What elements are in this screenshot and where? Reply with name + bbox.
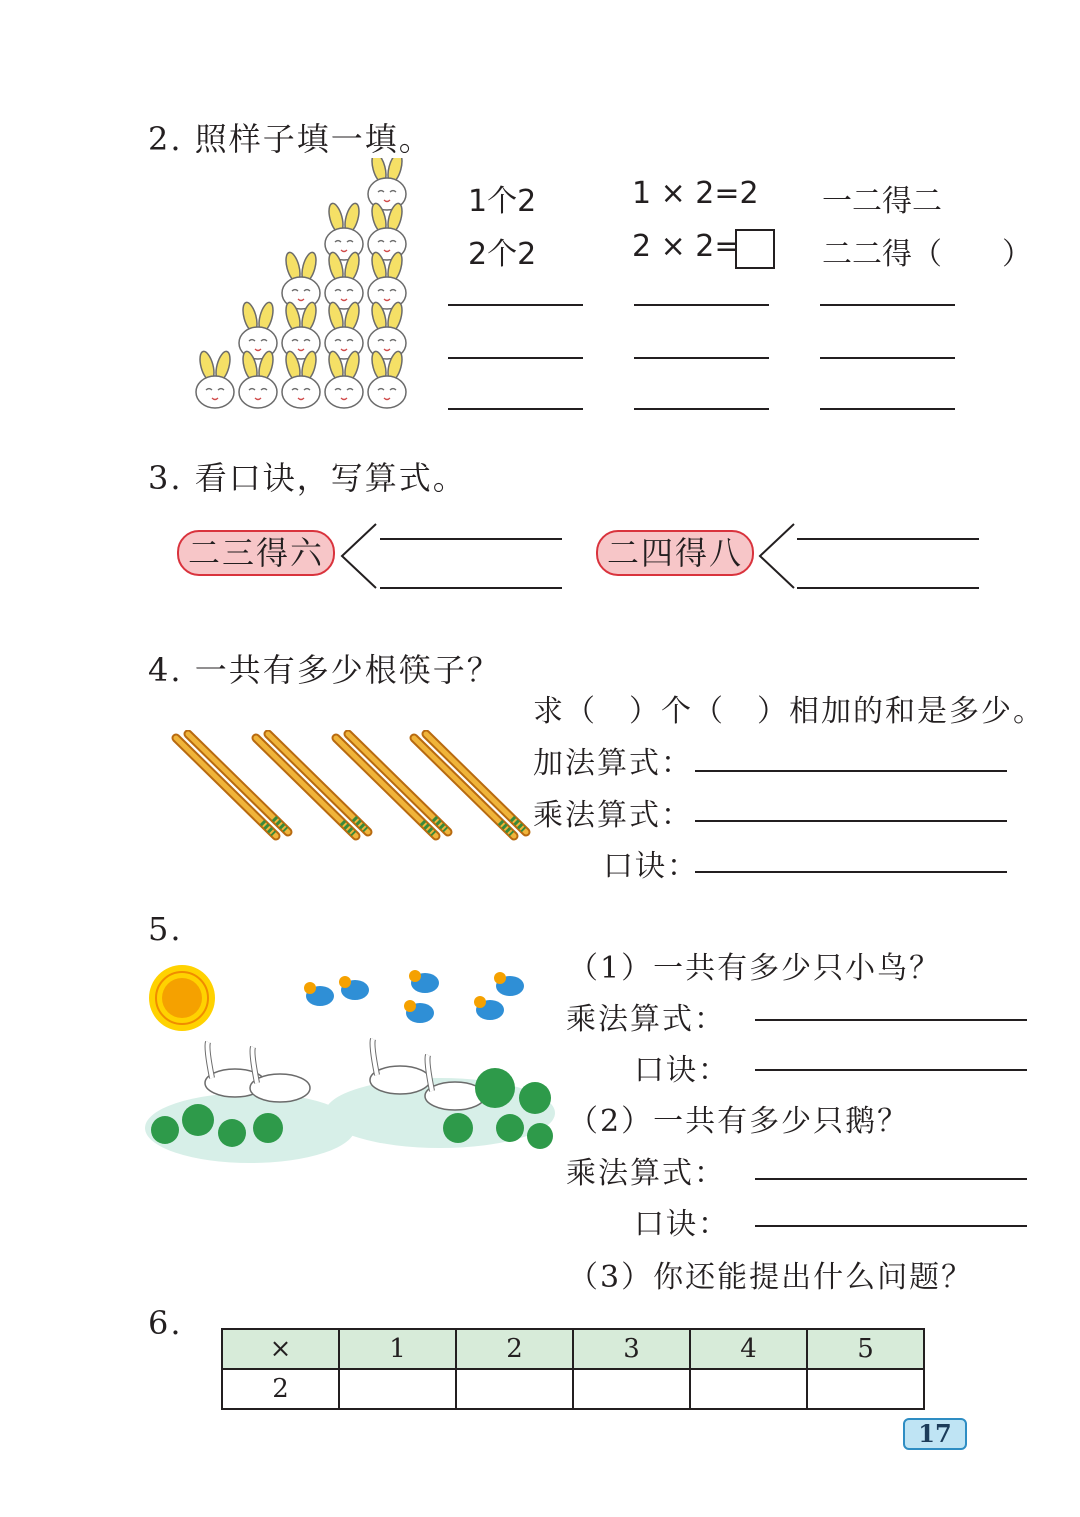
q2-rhyme-2: 二二得（ ） (822, 237, 1032, 272)
multiplication-table (221, 1328, 925, 1410)
q5-part3: （3）你还能提出什么问题？ (568, 1260, 974, 1295)
q2-title: 2. 照样子填一填。 (148, 120, 433, 158)
q5-part2: （2）一共有多少只鹅？ (568, 1104, 910, 1139)
table-header-cell: × (222, 1329, 339, 1369)
answer-line[interactable] (755, 1019, 1027, 1021)
rhyme-pill: 二四得八 (596, 530, 754, 576)
table-header-cell: 1 (339, 1329, 456, 1369)
rhyme-pill: 二三得六 (177, 530, 335, 576)
table-row (222, 1369, 924, 1409)
chopsticks-illustration (168, 730, 538, 845)
q4-mul-label: 乘法算式： (533, 798, 693, 833)
rabbit-icon (325, 202, 406, 260)
answer-line[interactable] (755, 1225, 1027, 1227)
rabbit-icon (239, 301, 406, 359)
answer-cell[interactable] (690, 1369, 807, 1409)
q4-question: 求（ ）个（ ）相加的和是多少。 (533, 694, 1045, 729)
q5-mul-label-1: 乘法算式： (566, 1002, 726, 1037)
q4-add-label: 加法算式： (533, 746, 693, 781)
answer-cell[interactable] (807, 1369, 924, 1409)
answer-line[interactable] (634, 304, 769, 306)
bracket-icon (336, 520, 380, 592)
q3-title: 3. 看口诀，写算式。 (148, 459, 467, 497)
rabbit-icon (368, 158, 406, 210)
q2-count-1: 1个2 (468, 184, 537, 219)
answer-line[interactable] (695, 770, 1007, 772)
bracket-icon (754, 520, 798, 592)
answer-line[interactable] (820, 304, 955, 306)
answer-line[interactable] (797, 538, 979, 540)
answer-line[interactable] (448, 357, 583, 359)
table-header-cell: 3 (573, 1329, 690, 1369)
table-header-cell: 4 (690, 1329, 807, 1369)
q6-title: 6. (148, 1304, 183, 1342)
sun-icon (149, 965, 215, 1031)
answer-line[interactable] (380, 587, 562, 589)
q2-rhyme-1: 一二得二 (822, 184, 942, 219)
answer-line[interactable] (448, 304, 583, 306)
q5-rhyme-label-2: 口诀： (634, 1207, 730, 1242)
answer-box[interactable] (735, 229, 775, 269)
bird-icon (304, 970, 524, 1023)
answer-line[interactable] (797, 587, 979, 589)
answer-cell[interactable] (339, 1369, 456, 1409)
pond-illustration (140, 958, 560, 1178)
q5-part1: （1）一共有多少只小鸟？ (568, 951, 942, 986)
answer-line[interactable] (755, 1178, 1027, 1180)
q5-rhyme-label-1: 口诀： (634, 1053, 730, 1088)
answer-line[interactable] (755, 1069, 1027, 1071)
q4-title: 4. 一共有多少根筷子？ (148, 651, 501, 689)
answer-line[interactable] (380, 538, 562, 540)
q5-mul-label-2: 乘法算式： (566, 1156, 726, 1191)
q4-rhyme-label: 口诀： (603, 849, 699, 884)
page-number: 17 (903, 1418, 967, 1450)
q2-eq-1: 1 × 2=2 (632, 176, 759, 211)
q5-title: 5. (148, 910, 183, 948)
answer-line[interactable] (695, 820, 1007, 822)
answer-line[interactable] (695, 871, 1007, 873)
answer-line[interactable] (634, 357, 769, 359)
q2-eq-2: 2 × 2= (632, 229, 740, 264)
q2-count-2: 2个2 (468, 237, 537, 272)
answer-cell[interactable] (456, 1369, 573, 1409)
table-header-row (222, 1329, 924, 1369)
answer-line[interactable] (448, 408, 583, 410)
table-header-cell: 2 (456, 1329, 573, 1369)
answer-cell[interactable] (573, 1369, 690, 1409)
answer-line[interactable] (820, 357, 955, 359)
rabbit-staircase (185, 158, 425, 418)
table-header-cell: 5 (807, 1329, 924, 1369)
answer-line[interactable] (820, 408, 955, 410)
answer-line[interactable] (634, 408, 769, 410)
table-row-label: 2 (222, 1369, 339, 1409)
